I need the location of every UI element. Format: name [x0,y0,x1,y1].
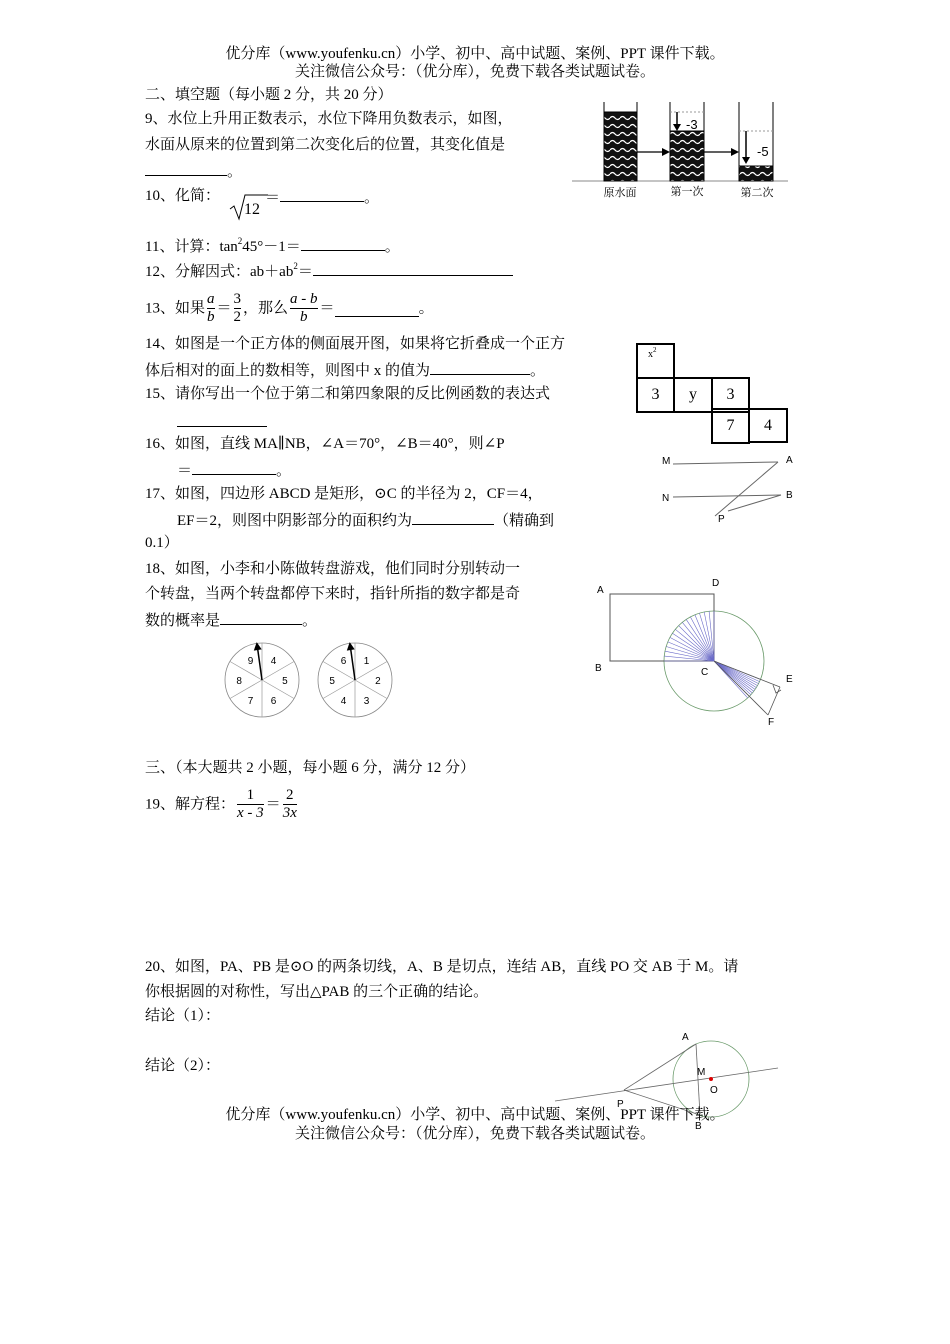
spinner-divider [262,662,294,681]
q18-line-1: 18、如图，小李和小陈做转盘游戏，他们同时分别转动一 [145,561,521,577]
down-arrow-icon [742,157,750,164]
spinner-number: 5 [329,676,335,687]
center-dot [709,1077,713,1081]
q17-line-3: 0.1） [145,535,179,551]
q17-line-1: 17、如图，四边形 ABCD 是矩形，⊙C 的半径为 2，CF＝4， [145,486,543,502]
point-C: C [701,667,709,678]
water-first [670,131,704,181]
spinner-divider [323,662,355,681]
footer-line-1: 优分库（www.youfenku.cn）小学、初中、高中试题、案例、PPT 课件下载。 [225,1107,725,1123]
spinner-number: 5 [282,676,288,687]
rectangle-circle-figure [590,575,810,735]
parallel-lines-figure [655,450,805,530]
point-D: D [712,578,720,589]
answer-blank[interactable] [192,459,276,475]
q9-line-1: 9、水位上升用正数表示，水位下降用负数表示，如图， [145,111,513,127]
answer-blank[interactable] [301,235,385,251]
answer-blank[interactable] [220,609,302,625]
spinner-divider [262,680,294,699]
header-line-2: 关注微信公众号：（优分库），免费下载各类试题试卷。 [294,64,655,80]
spinner-divider [355,680,387,699]
point-P: P [617,1099,624,1110]
q18-line-3: 数的概率是 。 [145,609,317,631]
change-first-label: -3 [686,117,698,132]
label-original: 原水面 [603,187,637,199]
answer-blank[interactable] [313,260,513,276]
net-cell-y: y [673,377,713,413]
spinner-number: 2 [375,676,381,687]
q18-line-2: 个转盘，当两个转盘都停下来时，指针所指的数字都是奇 [145,586,521,602]
water-level-figure [570,98,790,203]
point-M: M [697,1067,706,1078]
q14-line-1: 14、如图是一个正方体的侧面展开图，如果将它折叠成一个正方 [145,336,566,352]
section-3-title: 三、（本大题共 2 小题，每小题 6 分，满分 12 分） [145,760,476,776]
net-cell-3-right: 3 [711,377,750,413]
point-B: B [695,1121,702,1132]
spinner-divider [323,680,355,699]
q14-line-2: 体后相对的面上的数相等，则图中 x 的值为 。 [145,359,545,381]
spinner-number: 4 [270,656,277,668]
label-first: 第一次 [670,186,704,198]
point-B: B [786,490,793,501]
q15-line-2 [177,411,267,433]
label-second: 第二次 [740,187,774,199]
spinner-number: 3 [363,695,370,707]
spinner-pointer [350,647,355,680]
answer-blank[interactable] [335,301,419,317]
q10-prefix: 10、化简： [145,188,221,204]
net-cell-7: 7 [711,408,750,444]
q10-answer: ＝ 。 [265,186,379,208]
spinner-pointer [257,647,262,680]
q16-line-2: ＝ 。 [177,459,291,481]
answer-blank[interactable] [177,411,267,427]
spinner-number: 1 [363,656,370,668]
q15-line-1: 15、请你写出一个位于第二和第四象限的反比例函数的表达式 [145,386,551,402]
q9-line-2: 水面从原来的位置到第二次变化后的位置，其变化值是 [145,137,506,153]
net-cell-3-left: 3 [636,377,675,413]
point-B: B [595,663,602,674]
point-A: A [786,455,793,466]
change-second-label: -5 [757,144,769,159]
right-arrow-icon [731,148,739,156]
point-O: O [710,1085,718,1096]
spinner-divider [355,662,387,681]
q12: 12、分解因式：$ab+ab^2=$ [145,260,513,282]
water-original [604,112,637,181]
spinner-1 [225,642,299,717]
spinner-number: 6 [340,656,347,668]
answer-blank[interactable] [430,359,530,375]
spinner-number: 4 [340,695,347,707]
net-cell-x2: x 2 [636,343,675,379]
answer-blank[interactable] [145,160,227,176]
q10-radicand: 12 [244,201,260,218]
q20-conclusion-2: 结论（2）： [145,1058,221,1074]
q9-line-3: 。 [145,160,242,182]
net-cell-4: 4 [748,408,788,443]
spinner-number: 6 [270,695,277,707]
q20-conclusion-1: 结论（1）： [145,1008,221,1024]
footer-line-2: 关注微信公众号：（优分库），免费下载各类试题试卷。 [294,1126,655,1142]
point-F: F [768,717,775,728]
spinners-figure [222,633,402,723]
point-A: A [597,585,604,596]
spinner-divider [230,662,262,681]
q19: 19、解方程： $\frac{1}{x - 3}$ ＝ $\frac{2}{3x}$ [145,787,297,822]
q20-line-1: 20、如图，PA、PB 是⊙O 的两条切线，A、B 是切点，连结 AB，直线 PO 交 AB 于 M。请 [145,959,739,975]
down-arrow-icon [673,124,681,131]
spinner-2 [318,642,392,717]
answer-blank[interactable] [412,509,494,525]
point-P: P [718,514,725,525]
header-line-1: 优分库（www.youfenku.cn）小学、初中、高中试题、案例、PPT 课件下载。 [225,46,725,62]
q20-line-2: 你根据圆的对称性，写出△PAB 的三个正确的结论。 [145,984,489,1000]
spinner-number: 9 [247,656,254,668]
spinner-number: 8 [236,676,242,687]
q13: 13、如果 $\frac{a}{b}$ ＝ $\frac{3}{2}$ ，那么 $\frac{a - b}{b}$ ＝ 。 [145,291,434,326]
answer-blank[interactable] [280,186,364,202]
spinner-number: 7 [247,695,254,707]
point-M: M [662,456,671,467]
section-2-title: 二、填空题（每小题 2 分，共 20 分） [145,87,393,103]
point-A: A [682,1032,689,1043]
right-arrow-icon [662,148,670,156]
q11: 11、计算：$\tan^245^\circ-1=$ 。 [145,236,400,255]
q16-line-1: 16、如图，直线 MA∥NB，∠A＝70°，∠B＝40°，则∠P [145,436,505,452]
water-second [739,166,773,181]
point-N: N [662,493,670,504]
point-E: E [786,674,793,685]
q17-line-2: EF＝2，则图中阴影部分的面积约为 （精确到 [177,509,554,531]
spinner-divider [230,680,262,699]
